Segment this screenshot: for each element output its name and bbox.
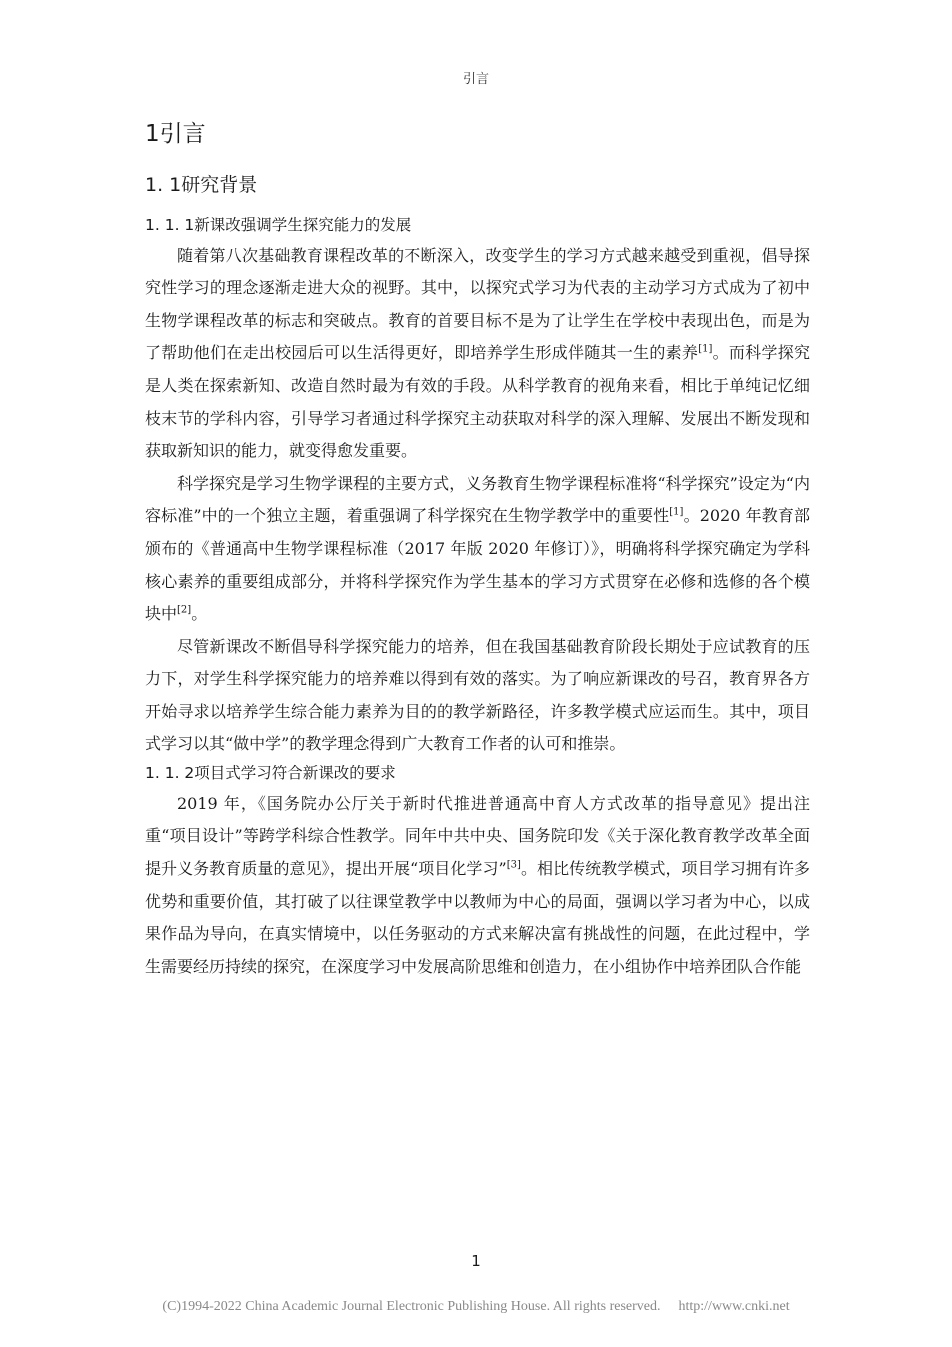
paragraph-text: 随着第八次基础教育课程改革的不断深入，改变学生的学习方式越来越受到重视，倡导探究性学习的理念逐渐走进大众的视野。其中，以探究式学习为代表的主动学习方式成为了初中生物学课程改革的标志和突破点。教育的首要目标不是为了让学生在学校中表现出色，而是为了帮助他们在走出校园后可以生活得更好，即培养学生形成伴随其一生的素养 <box>145 245 810 363</box>
citation-ref[interactable]: [1] <box>698 344 713 356</box>
paragraph-text: 。 <box>191 604 208 624</box>
paragraph-text: 2019 年，《国务院办公厅关于新时代推进普通高中育人方式改革的指导意见》提出注重“项目设计”等跨学科综合性教学。同年中共中央、国务院印发《关于深化教育教学改革全面提升义务教育质量的意见》，提出开展“项目化学习” <box>145 793 810 879</box>
paragraph-text: 。而科学探究是人类在探索新知、改造自然时最为有效的手段。从科学教育的视角来看，相比于单纯记忆细枝末节的学科内容，引导学习者通过科学探究主动获取对科学的深入理解、发展出不断发现和获取新知识的能力，就变得愈发重要。 <box>145 343 810 461</box>
footer <box>0 1299 952 1315</box>
footer-copyright: (C)1994-2022 China Academic Journal Electronic Publishing House. All rights reserved. <box>162 1299 661 1314</box>
citation-ref[interactable]: [1] <box>669 507 684 518</box>
body-paragraph <box>145 240 810 468</box>
page-number: 1 <box>471 1252 481 1270</box>
paragraph-text: 。2020 年教育部颁布的《普通高中生物学课程标准（2017 年版 2020 年修订）》，明确将科学探究确定为学科核心素养的重要组成部分，并将科学探究作为学生基本的学习方式贯穿在必修和选修的各个模块中 <box>145 506 811 624</box>
section-title: 1. 1研究背景 <box>145 174 258 197</box>
subsections <box>145 213 810 984</box>
subsection-title: 1. 1. 1新课改强调学生探究能力的发展 <box>145 215 412 234</box>
body-paragraph <box>145 468 810 631</box>
citation-ref[interactable]: [3] <box>506 859 521 871</box>
paragraph-text: 科学探究是学习生物学课程的主要方式，义务教育生物学课程标准将“科学探究”设定为“内容标准”中的一个独立主题，着重强调了科学探究在生物学教学中的重要性 <box>145 473 810 526</box>
chapter-title: 1引言 <box>145 121 206 147</box>
body-paragraph <box>145 631 810 761</box>
running-head: 引言 <box>462 72 489 87</box>
paragraph-text: 。相比传统教学模式，项目学习拥有许多优势和重要价值，其打破了以往课堂教学中以教师为中心的局面，强调以学习者为中心，以成果作品为导向，在真实情境中，以任务驱动的方式来解决富有挑战性的问题，在此过程中，学生需要经历持续的探究，在深度学习中发展高阶思维和创造力，在小组协作中培养团队合作能 <box>145 859 810 976</box>
footer-url[interactable]: http://www.cnki.net <box>678 1299 790 1314</box>
citation-ref[interactable]: [2] <box>177 604 192 616</box>
paragraph-text: 尽管新课改不断倡导科学探究能力的培养，但在我国基础教育阶段长期处于应试教育的压力下，对学生科学探究能力的培养难以得到有效的落实。为了响应新课改的号召，教育界各方开始寻求以培养学生综合能力素养为目的的教学新路径，许多教学模式应运而生。其中，项目式学习以其“做中学”的教学理念得到广大教育工作者的认可和推崇。 <box>145 636 810 754</box>
page-body <box>145 118 810 983</box>
subsection-title: 1. 1. 2项目式学习符合新课改的要求 <box>145 764 396 783</box>
body-paragraph <box>145 788 810 984</box>
